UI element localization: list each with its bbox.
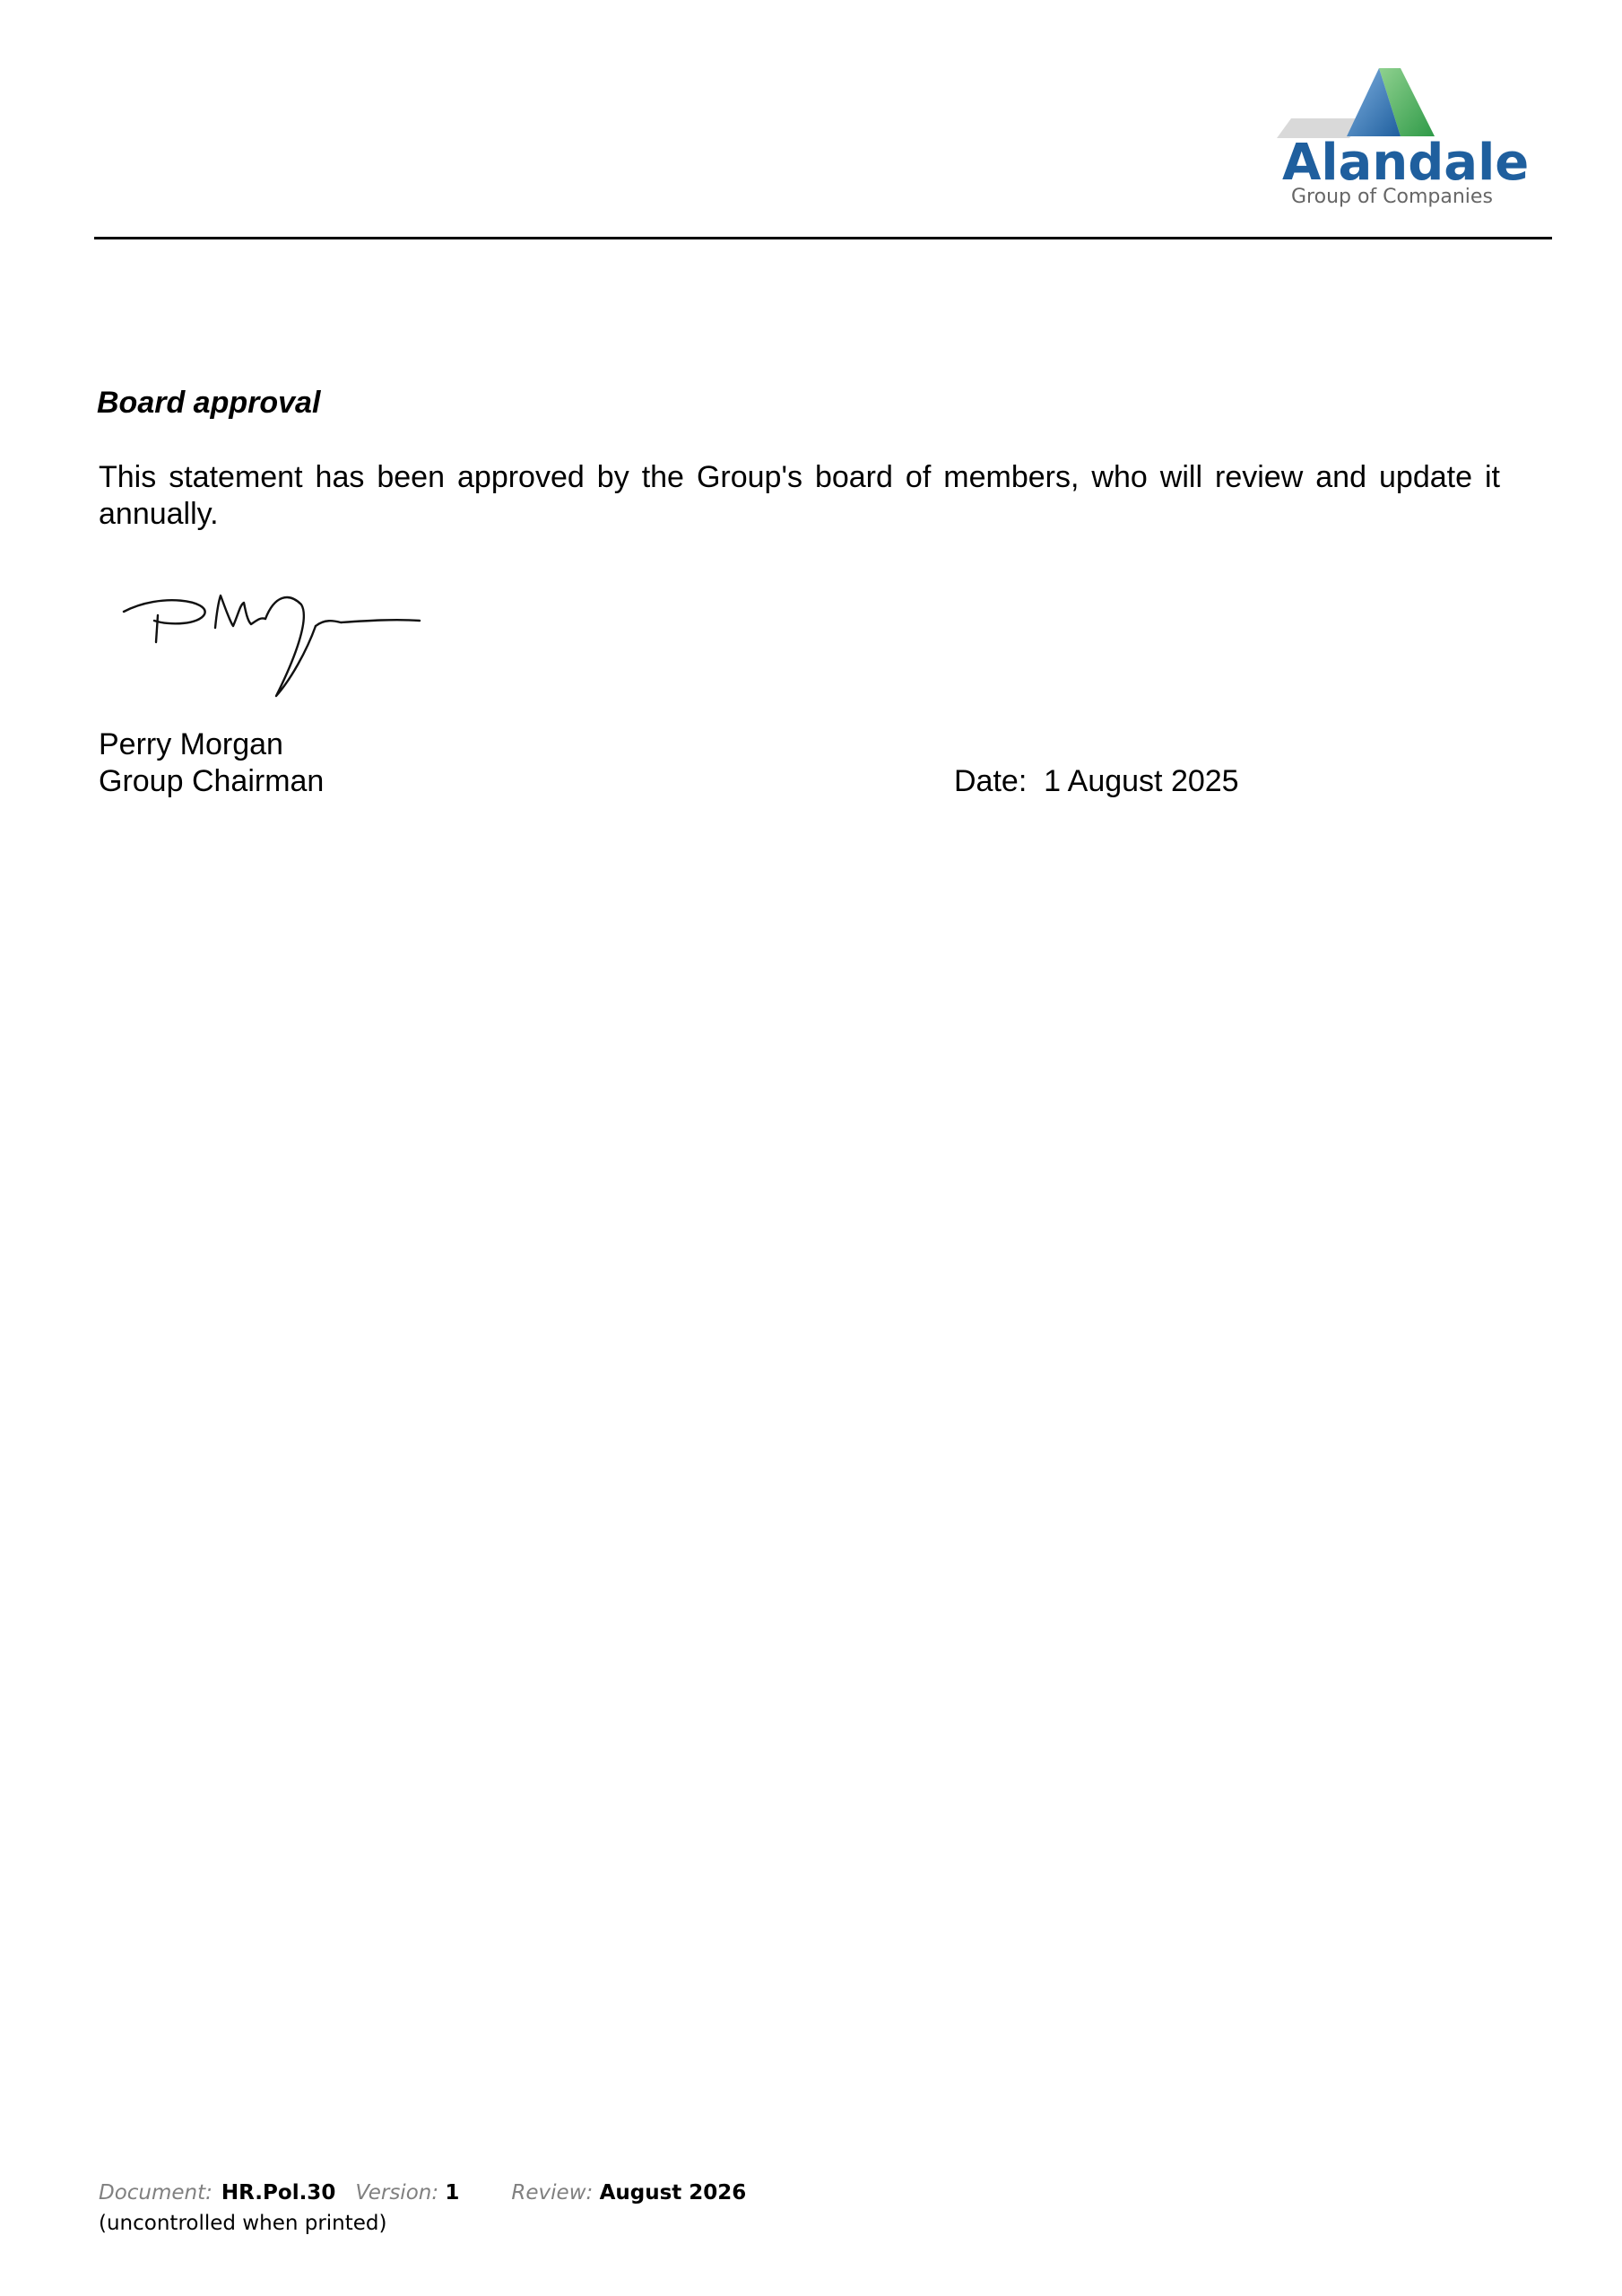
signatory-title: Group Chairman <box>99 764 325 798</box>
logo-tagline: Group of Companies <box>1291 186 1493 208</box>
uncontrolled-note: (uncontrolled when printed) <box>99 2212 387 2235</box>
document-label: Document: <box>99 2181 213 2205</box>
date-label: Date: <box>954 764 1028 798</box>
version-number: 1 <box>445 2181 460 2205</box>
header-divider <box>94 237 1552 239</box>
document-footer <box>99 2178 746 2239</box>
company-logo <box>1264 65 1533 217</box>
date-value: 1 August 2025 <box>1044 764 1239 798</box>
review-label: Review: <box>511 2181 594 2205</box>
logo-wordmark: Alandale <box>1282 134 1530 192</box>
signature-image <box>99 574 430 709</box>
signatory-name: Perry Morgan <box>99 727 283 761</box>
footer-document-info <box>99 2178 746 2208</box>
review-date: August 2026 <box>599 2181 747 2205</box>
section-heading: Board approval <box>97 386 321 420</box>
document-code: HR.Pol.30 <box>221 2181 336 2205</box>
approval-date <box>954 763 1239 800</box>
approval-statement: This statement has been approved by the Group's board of members, who will review and update it annually. <box>99 460 1500 531</box>
version-label: Version: <box>355 2181 439 2205</box>
